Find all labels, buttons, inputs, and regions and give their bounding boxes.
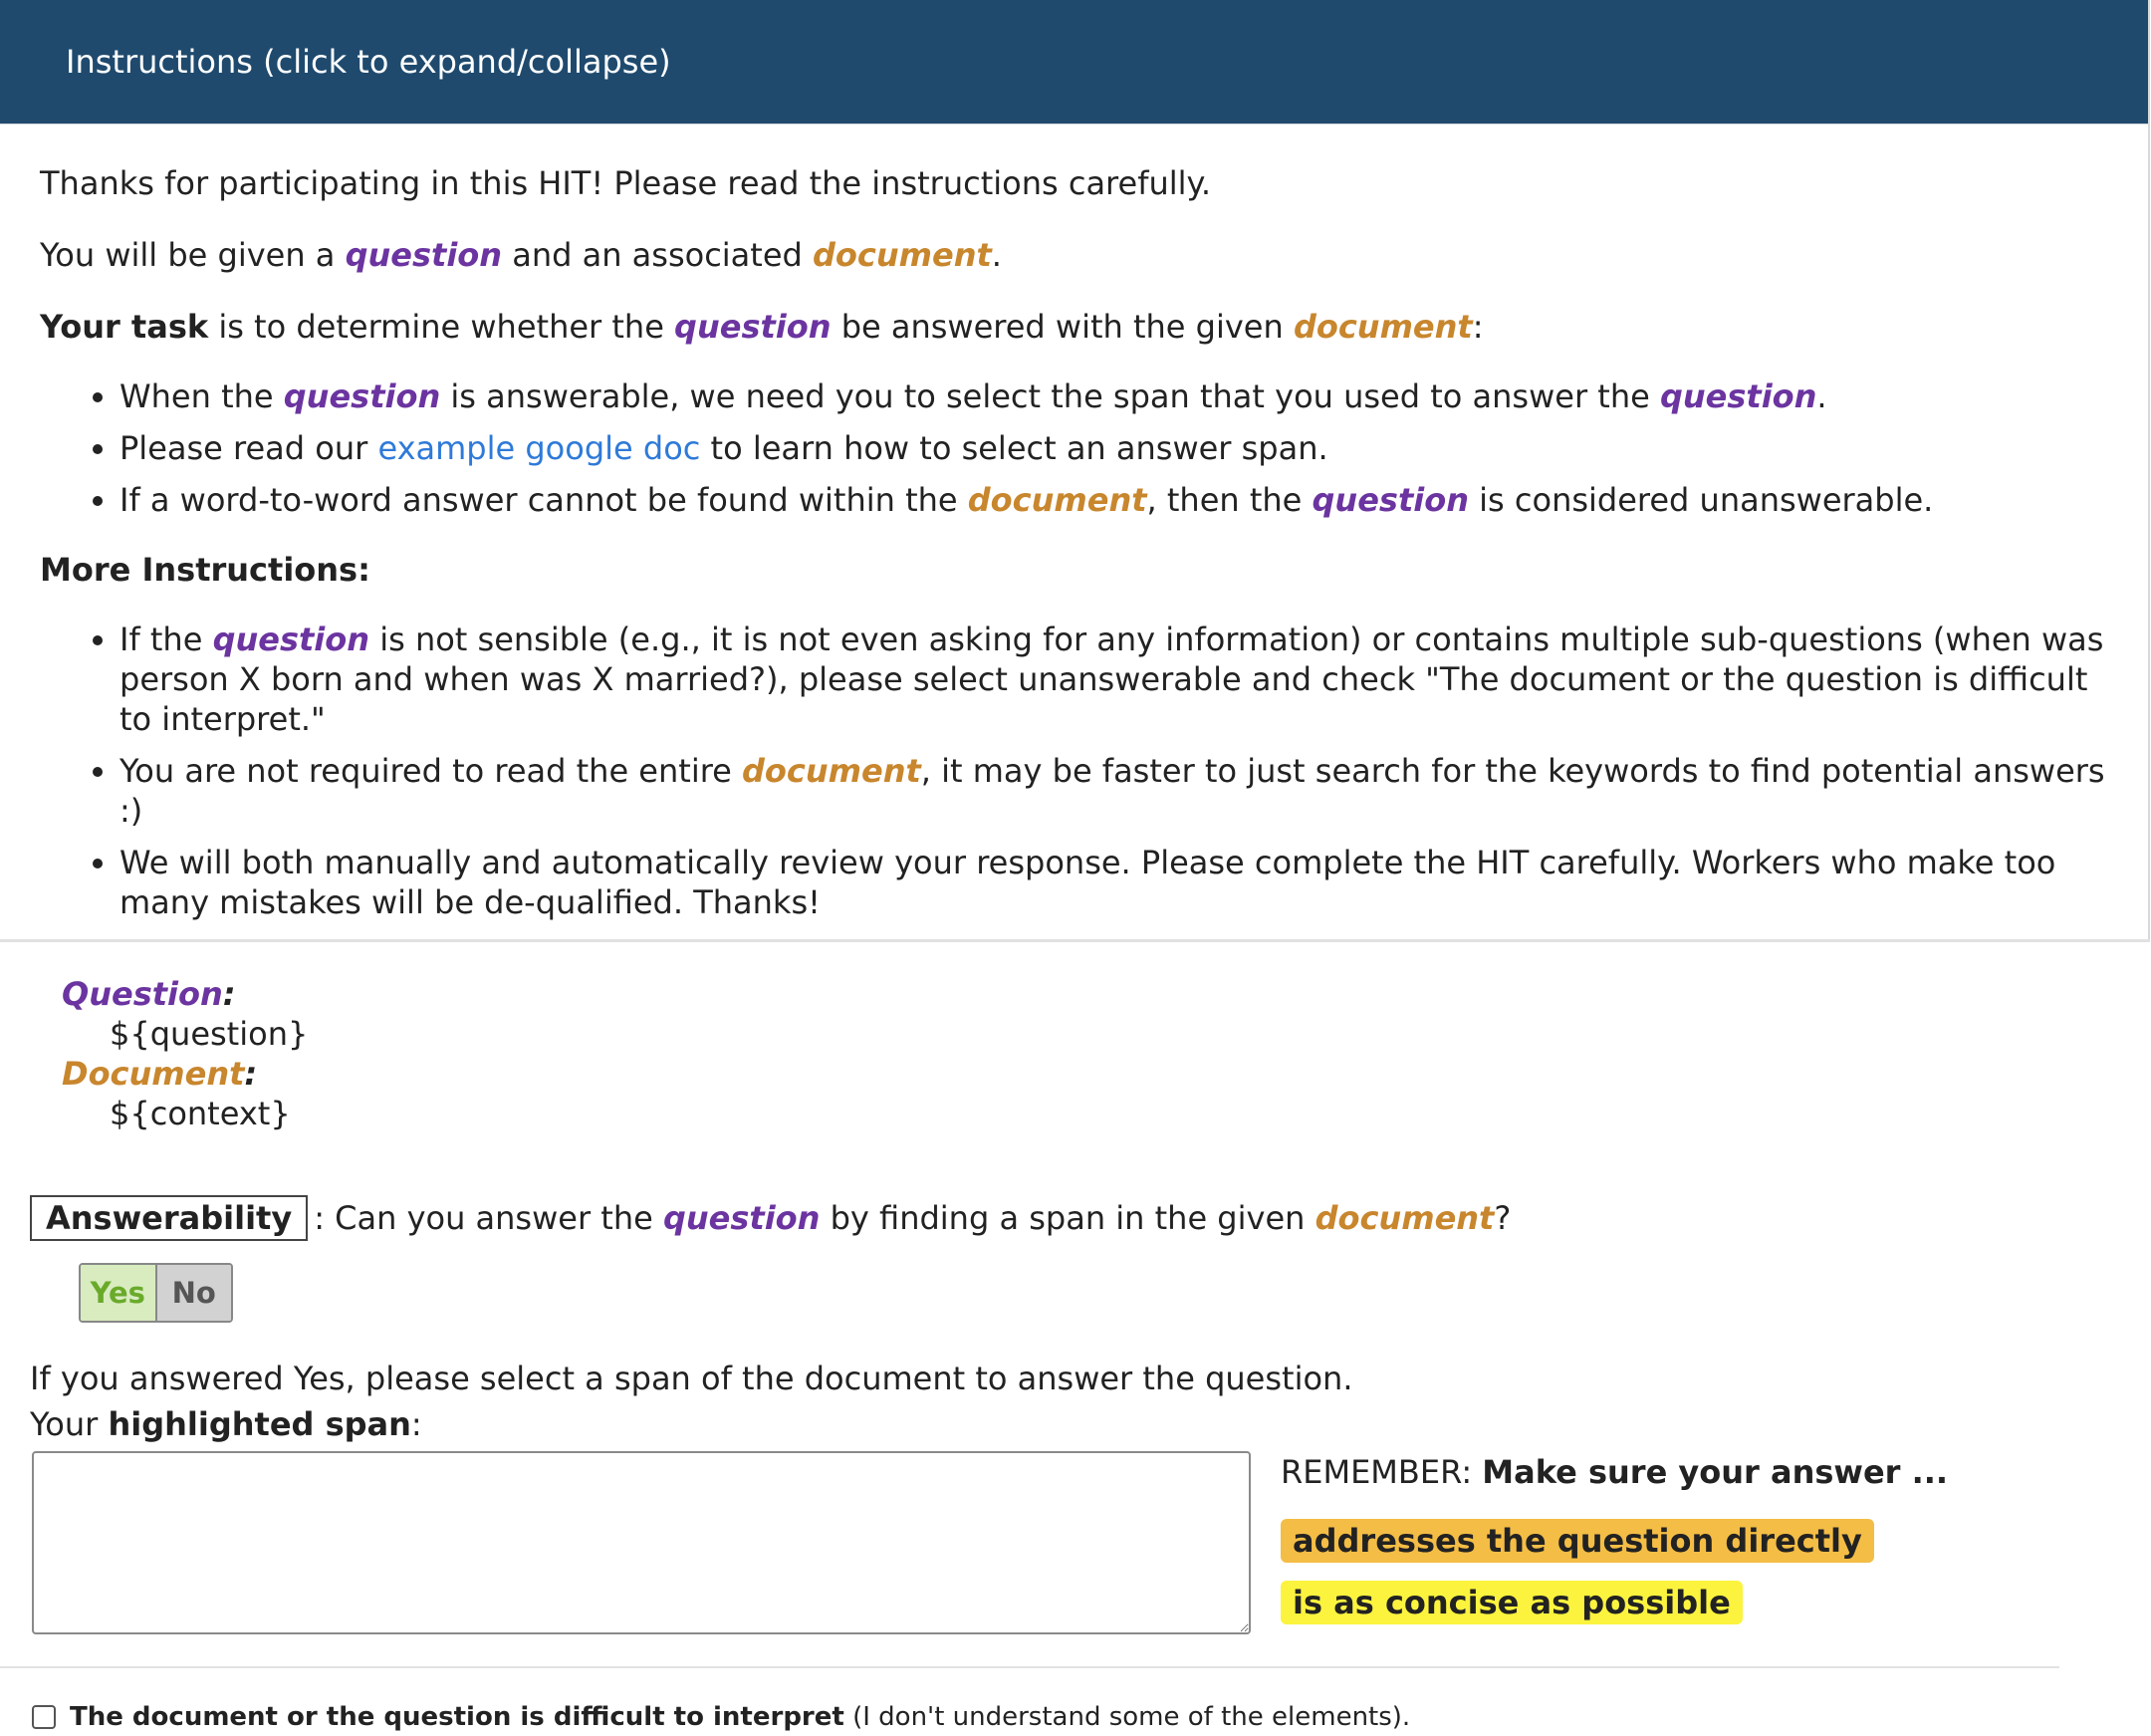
- list-item: • We will both manually and automatically review your response. Please complete the HIT carefully. Workers who make too many mistakes will be de-qualified. Thanks!: [120, 843, 2111, 922]
- list-item: • When the question is answerable, we need you to select the span that you used to answer the question.: [120, 376, 2111, 416]
- more-instructions-heading: More Instructions:: [40, 551, 370, 589]
- highlighted-span-label: Your highlighted span:: [30, 1405, 422, 1443]
- document-label: Document: [62, 1055, 245, 1093]
- more-instructions-list: [40, 620, 2111, 922]
- difficult-to-interpret-checkbox[interactable]: [32, 1705, 56, 1729]
- reminder-concise-badge: is as concise as possible: [1281, 1581, 1743, 1624]
- question-label: Question: [62, 975, 223, 1013]
- document-term: document: [742, 752, 921, 790]
- list-item: • You are not required to read the entire document, it may be faster to just search for the keywords to find potential answers :): [120, 751, 2111, 831]
- question-term: question: [662, 1199, 821, 1237]
- span-instruction-line: If you answered Yes, please select a span of the document to answer the question.: [30, 1360, 1353, 1397]
- list-item: • If a word-to-word answer cannot be found within the document, then the question is considered unanswerable.: [120, 480, 2111, 520]
- given-text: You will be given a question and an associated document.: [40, 236, 1002, 274]
- answerability-question-text: : Can you answer the question by finding a span in the given document?: [314, 1199, 1512, 1237]
- list-item: • Please read our example google doc to learn how to select an answer span.: [120, 428, 2111, 468]
- question-term: question: [212, 620, 370, 658]
- question-term: question: [345, 236, 503, 274]
- question-document-block: [62, 974, 308, 1133]
- task-bullet-list: [40, 376, 2111, 520]
- instructions-panel: [40, 161, 2111, 950]
- difficult-to-interpret-row: [32, 1698, 1410, 1736]
- question-term: question: [283, 377, 441, 415]
- span-instructions: [30, 1356, 1352, 1447]
- document-term: document: [1293, 308, 1473, 346]
- remember-heading: REMEMBER: Make sure your answer ...: [1281, 1453, 1949, 1491]
- answerability-row: [30, 1195, 1511, 1241]
- answerability-label: Answerability: [30, 1195, 308, 1241]
- question-term: question: [1659, 377, 1817, 415]
- document-term: document: [1314, 1199, 1495, 1237]
- question-term: question: [1312, 481, 1469, 519]
- question-term: question: [674, 308, 832, 346]
- instructions-header[interactable]: [0, 0, 2148, 124]
- yes-button[interactable]: Yes: [81, 1265, 157, 1321]
- header-title[interactable]: Instructions (click to expand/collapse): [66, 43, 671, 81]
- panel-right-border: [2148, 0, 2150, 941]
- question-label-row: Question:: [62, 975, 236, 1013]
- section-divider: [0, 1666, 2059, 1668]
- list-item: • If the question is not sensible (e.g., it is not even asking for any information) or contains multiple sub-questions (when was person X born and when was X married?), please select unanswerable and check "The document or the question is difficult to interpret.": [120, 620, 2111, 739]
- document-term: document: [813, 236, 992, 274]
- remember-panel: [1281, 1451, 1948, 1624]
- highlighted-span-textarea[interactable]: [32, 1451, 1251, 1634]
- document-value: ${context}: [110, 1095, 291, 1132]
- task-bold: Your task: [40, 308, 209, 346]
- example-google-doc-link[interactable]: example google doc: [377, 429, 701, 467]
- question-value: ${question}: [110, 1015, 309, 1053]
- intro-text: Thanks for participating in this HIT! Please read the instructions carefully.: [40, 164, 1212, 202]
- document-label-row: Document:: [62, 1055, 258, 1093]
- task-text: Your task is to determine whether the question be answered with the given document:: [40, 308, 1484, 346]
- section-divider: [0, 939, 2150, 942]
- no-button[interactable]: No: [157, 1265, 232, 1321]
- difficult-to-interpret-label[interactable]: The document or the question is difficult to interpret (I don't understand some of the elements).: [70, 1702, 1411, 1732]
- reminder-directly-badge: addresses the question directly: [1281, 1519, 1874, 1563]
- document-term: document: [967, 481, 1147, 519]
- answerability-toggle: [79, 1263, 233, 1323]
